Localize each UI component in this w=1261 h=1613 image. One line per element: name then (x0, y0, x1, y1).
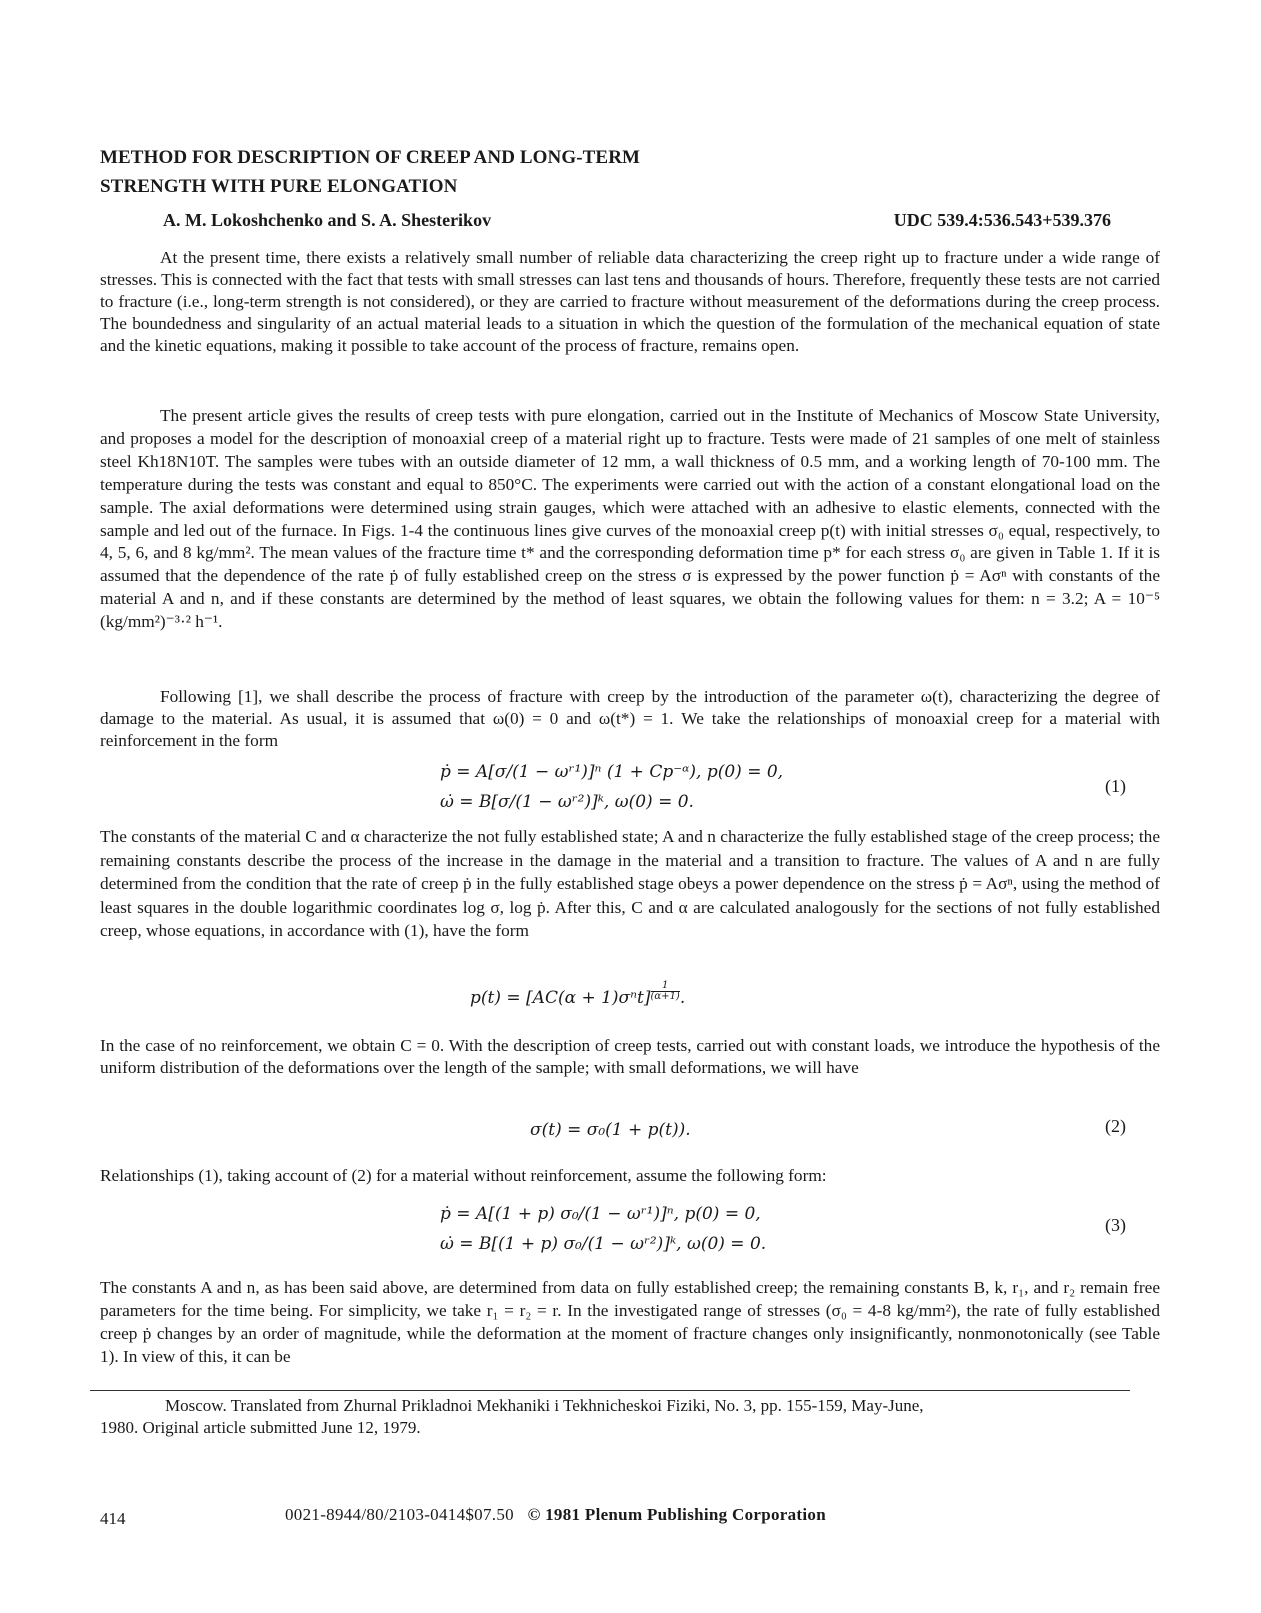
equation-3b: ω̇ = B[(1 + p) σ₀/(1 − ωʳ²)]ᵏ, ω(0) = 0. (440, 1234, 767, 1254)
title-line-2: STRENGTH WITH PURE ELONGATION (100, 176, 458, 197)
paragraph-7: The constants A and n, as has been said above, are determined from data on fully established creep; the remaining constants B, k, r₁, and r₂ remain free parameters for the time being. For simplicity, we take r₁ = r₂ = r. In the investigated range of stresses (σ₀ = 4-8 kg/mm²), the rate of fully established creep ṗ changes by an order of magnitude, while the deformation at the moment of fracture changes only insignificantly, nonmonotonically (see Table 1). In view of this, it can be (100, 1278, 1160, 1366)
footnote-line-1: Moscow. Translated from Zhurnal Prikladnoi Mekhaniki i Tekhnicheskoi Fiziki, No. 3, pp. 155-159, May-June, (165, 1396, 924, 1415)
article-title (100, 143, 800, 201)
paragraph-6: Relationships (1), taking account of (2) for a material without reinforcement, assume the following form: (100, 1166, 827, 1185)
page-number: 414 (100, 1509, 126, 1528)
paragraph-intro (100, 247, 1160, 357)
publication-code: 0021-8944/80/2103-0414$07.50 (285, 1505, 514, 1524)
paragraph-damage (100, 686, 1160, 752)
paragraph-free-parameters (100, 1276, 1160, 1368)
exponent-numerator: 1 (651, 981, 680, 992)
title-line-1: METHOD FOR DESCRIPTION OF CREEP AND LONG-TERM (100, 147, 641, 168)
copyright-line (285, 1505, 826, 1525)
equation-p-exponent (651, 981, 680, 1002)
exponent-denominator: (α+1) (650, 991, 680, 1002)
copyright-notice: © 1981 Plenum Publishing Corporation (527, 1505, 826, 1524)
paragraph-4: The constants of the material C and α characterize the not fully established state; A and n characterize the fully established stage of the creep process; the remaining constants describe the process of the increase in the damage in the material and a transition to fracture. The values of A and n are fully determined from the condition that the rate of creep ṗ in the fully established stage obeys a power dependence on the stress ṗ = Aσⁿ, using the method of least squares in the double logarithmic coordinates log σ, log ṗ. After this, C and α are calculated analogously for the sections of not fully established creep, whose equations, in accordance with (1), have the form (100, 827, 1160, 940)
authors: A. M. Lokoshchenko and S. A. Shesterikov (163, 210, 492, 230)
paragraph-1: At the present time, there exists a relatively small number of reliable data characterizing the creep right up to fracture under a wide range of stresses. This is connected with the fact that tests with small stresses can last tens and thousands of hours. Therefore, frequently these tests are not carried to fracture (i.e., long-term strength is not considered), or they are carried to fracture without measurement of the deformations during the creep process. The boundedness and singularity of an actual material leads to a situation in which the question of the formulation of the mechanical equation of state and the kinetic equations, making it possible to take account of the process of fracture, remains open. (100, 248, 1160, 355)
equation-2-number: (2) (1105, 1116, 1126, 1136)
equation-p-body: p(t) = [AC(α + 1)σⁿt] (470, 988, 651, 1008)
equation-1-number: (1) (1105, 776, 1126, 796)
equation-3a: ṗ = A[(1 + p) σ₀/(1 − ωʳ¹)]ⁿ, p(0) = 0, (440, 1204, 761, 1224)
equation-1b: ω̇ = B[σ/(1 − ωʳ²)]ᵏ, ω(0) = 0. (440, 792, 694, 812)
udc-code: UDC 539.4:536.543+539.376 (893, 210, 1111, 230)
paragraph-relationships (100, 1165, 1160, 1187)
equation-3-number: (3) (1105, 1215, 1126, 1235)
footnote-divider (90, 1390, 1130, 1391)
paragraph-experiments (100, 405, 1160, 634)
paragraph-constants (100, 825, 1160, 943)
paragraph-3: Following [1], we shall describe the process of fracture with creep by the introduction of the parameter ω(t), characterizing the degree of damage to the material. As usual, it is assumed that ω(0) = 0 and ω(t*) = 1. We take the relationships of monoaxial creep for a material with reinforcement in the form (100, 687, 1160, 750)
equation-1a: ṗ = A[σ/(1 − ωʳ¹)]ⁿ (1 + Cp⁻ᵅ), p(0) = 0, (440, 762, 784, 782)
paragraph-2: The present article gives the results of creep tests with pure elongation, carried out in the Institute of Mechanics of Moscow State University, and proposes a model for the description of monoaxial creep of a material right up to fracture. Tests were made of 21 samples of one melt of stainless steel Kh18N10T. The samples were tubes with an outside diameter of 12 mm, a wall thickness of 0.5 mm, and a working length of 70-100 mm. The temperature during the tests was constant and equal to 850°C. The experiments were carried out with the action of a constant elongational load on the sample. The axial deformations were determined using strain gauges, which were attached with an adhesive to elastic elements, connected with the sample and led out of the furnace. In Figs. 1-4 the continuous lines give curves of the monoaxial creep p(t) with initial stresses σ₀ equal, respectively, to 4, 5, 6, and 8 kg/mm². The mean values of the fracture time t* and the corresponding deformation time p* for each stress σ₀ are given in Table 1. If it is assumed that the dependence of the rate ṗ of fully established creep on the stress σ is expressed by the power function ṗ = Aσⁿ with constants of the material A and n, and if these constants are determined by the method of least squares, we obtain the following values for them: n = 3.2; A = 10⁻⁵ (kg/mm²)⁻³·² h⁻¹. (100, 406, 1160, 632)
equation-2: σ(t) = σ₀(1 + p(t)). (530, 1120, 691, 1140)
equation-p: p(t) = [AC(α + 1)σⁿt] $\frac{1}{(\alpha+1)}$ . (470, 980, 686, 1008)
paragraph-reinforcement (100, 1035, 1160, 1079)
paragraph-5: In the case of no reinforcement, we obtain C = 0. With the description of creep tests, carried out with constant loads, we introduce the hypothesis of the uniform distribution of the deformations over the length of the sample; with small deformations, we will have (100, 1036, 1160, 1077)
footnote-line-2: 1980. Original article submitted June 12, 1979. (100, 1418, 421, 1437)
footnote (100, 1395, 1160, 1439)
